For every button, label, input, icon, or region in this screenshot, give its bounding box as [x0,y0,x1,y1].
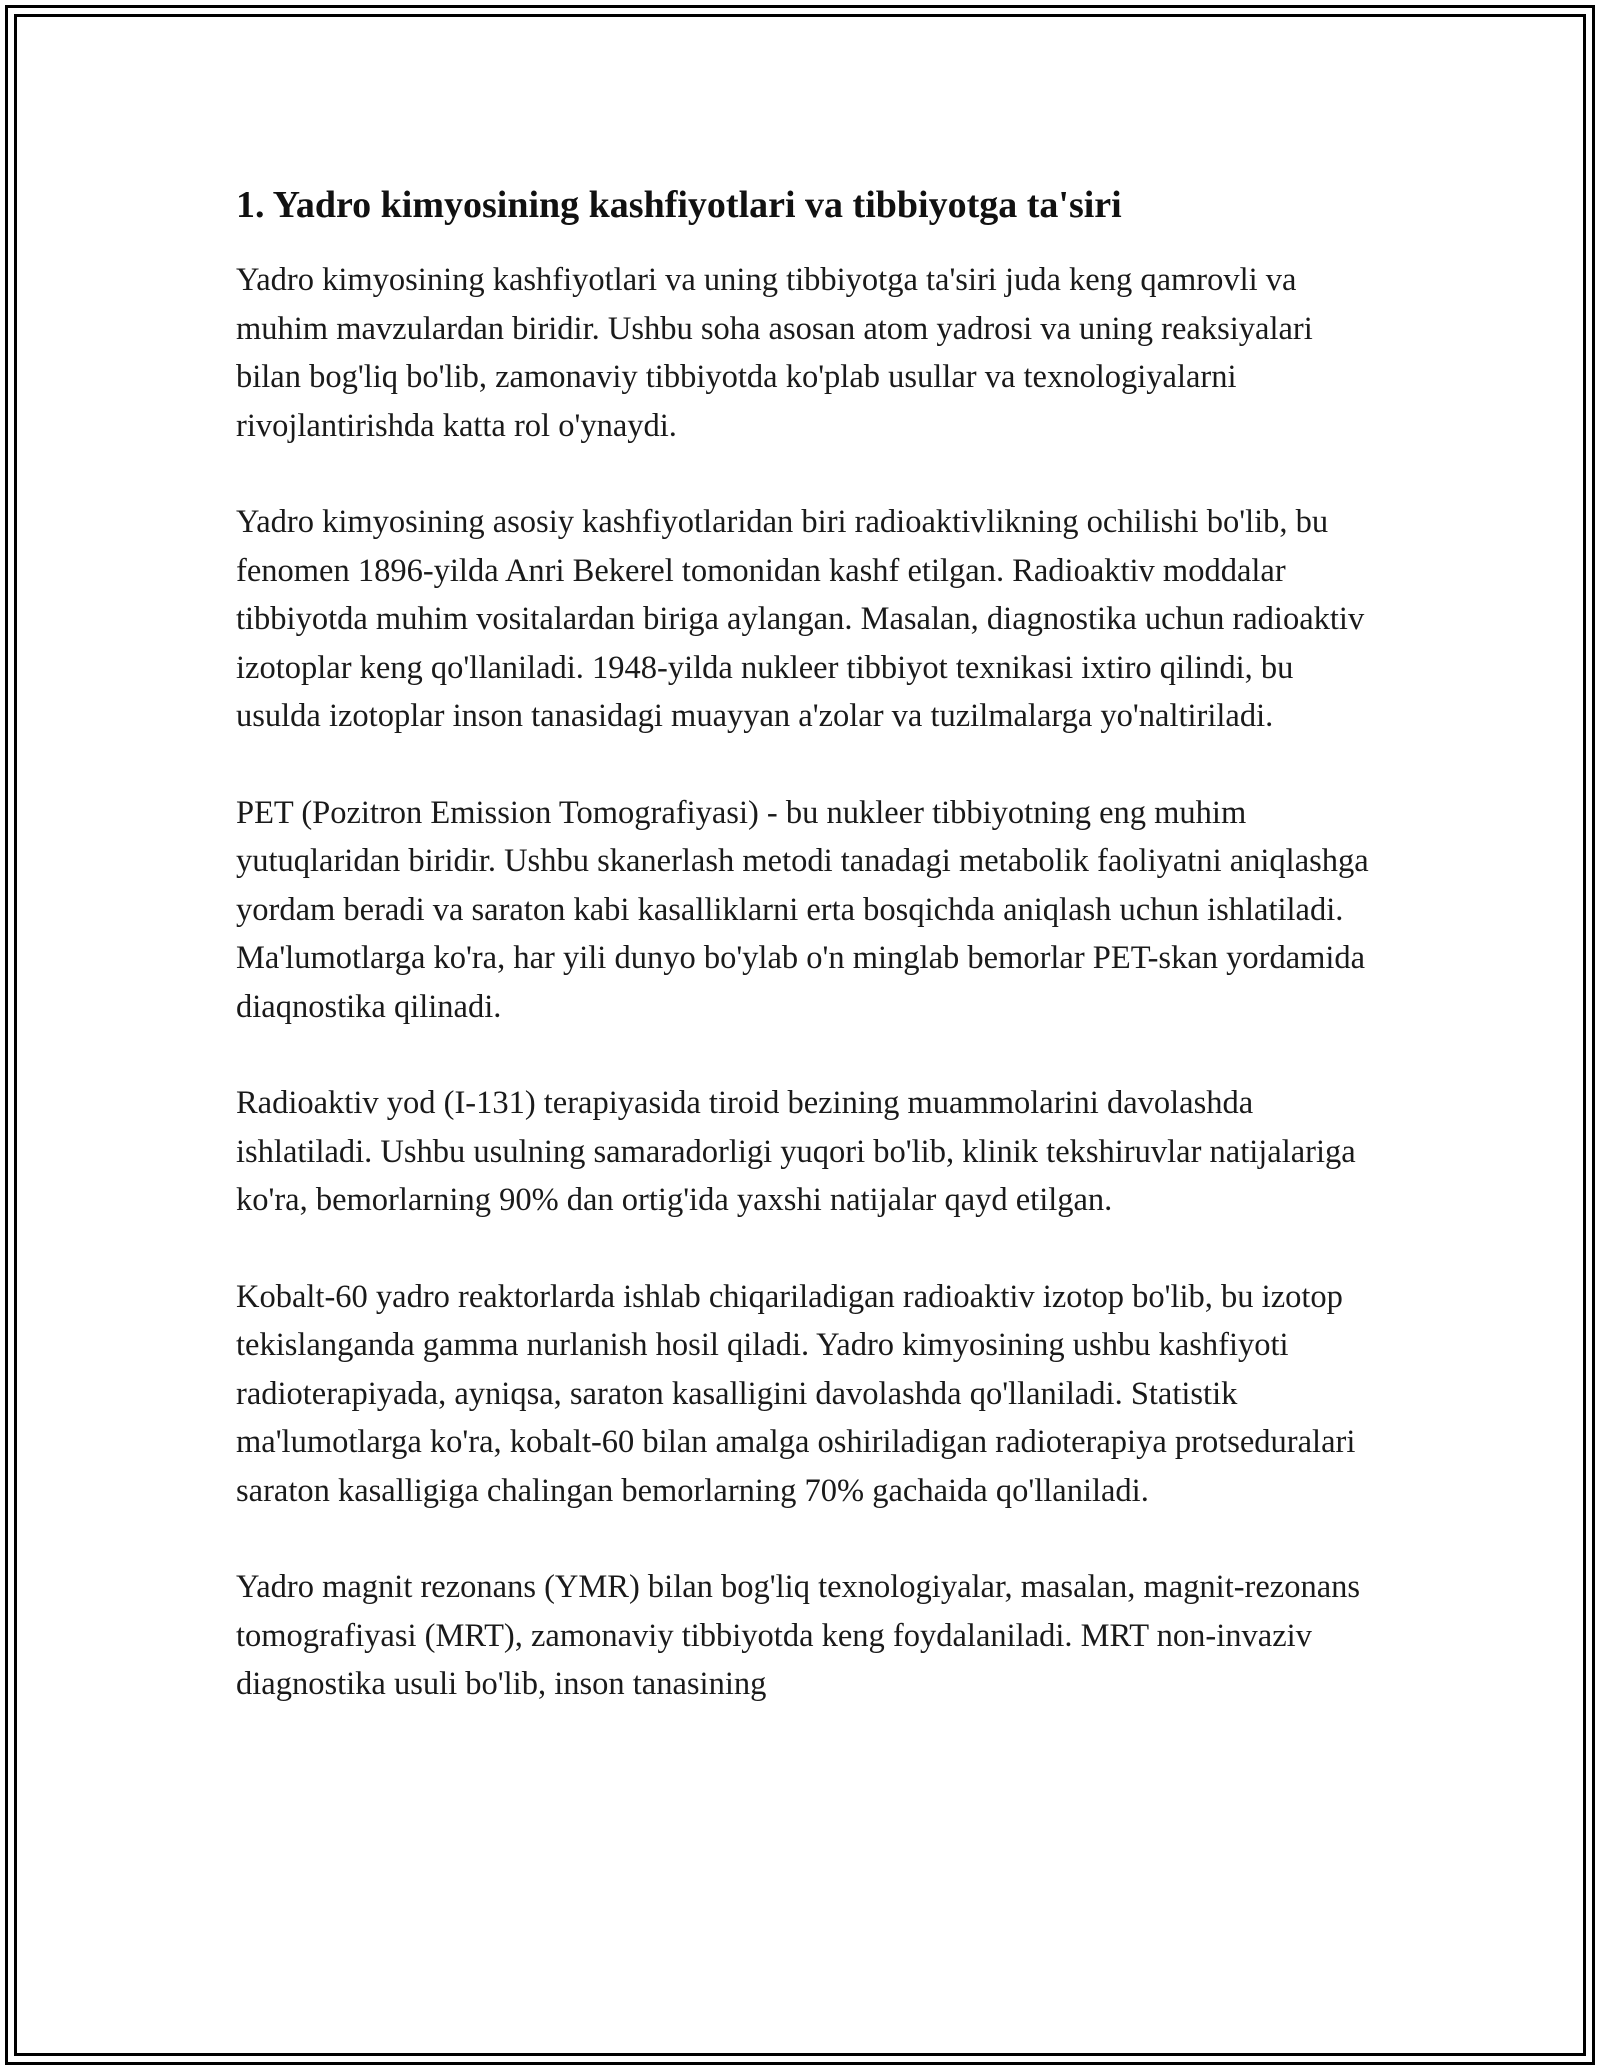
paragraph-pet: PET (Pozitron Emission Tomografiyasi) - bu nukleer tibbiyotning eng muhim yutuqlaridan biridir. Ushbu skanerlash metodi tanadagi metabolik faoliyatni aniqlashga yordam beradi va saraton kabi kasalliklarni erta bosqichda aniqlash uchun ishlatiladi. Ma'lumotlarga ko'ra, har yili dunyo bo'ylab o'n minglab bemorlar PET-skan yordamida diaqnostika qilinadi. [236,794,1369,1025]
document-body [236,182,1376,1709]
paragraph-radioactivity: Yadro kimyosining asosiy kashfiyotlaridan biri radioaktivlikning ochilishi bo'lib, bu fenomen 1896-yilda Anri Bekerel tomonidan kashf etilgan. Radioaktiv moddalar tibbiyotda muhim vositalardan biriga aylangan. Masalan, diagnostika uchun radioaktiv izotoplar keng qo'llaniladi. 1948-yilda nukleer tibbiyot texnikasi ixtiro qilindi, bu usulda izotoplar inson tanasidagi muayyan a'zolar va tuzilmalarga yo'naltiriladi. [236,504,1365,734]
paragraph-nmr: Yadro magnit rezonans (YMR) bilan bog'liq texnologiyalar, masalan, magnit-rezonans tomografiyasi (MRT), zamonaviy tibbiyotda keng foydalaniladi. MRT non-invaziv diagnostika usuli bo'lib, inson tanasining [236,1569,1361,1702]
paragraph-iodine: Radioaktiv yod (I-131) terapiyasida tiroid bezining muammolarini davolashda ishlatiladi. Ushbu usulning samaradorligi yuqori bo'lib, klinik tekshiruvlar natijalariga ko'ra, bemorlarning 90% dan ortig'ida yaxshi natijalar qayd etilgan. [236,1085,1356,1218]
section-heading: 1. Yadro kimyosining kashfiyotlari va tibbiyotga ta'siri [236,184,1122,226]
paragraph-cobalt: Kobalt-60 yadro reaktorlarda ishlab chiqariladigan radioaktiv izotop bo'lib, bu izotop tekislanganda gamma nurlanish hosil qiladi. Yadro kimyosining ushbu kashfiyoti radioterapiyada, ayniqsa, saraton kasalligini davolashda qo'llaniladi. Statistik ma'lumotlarga ko'ra, kobalt-60 bilan amalga oshiriladigan radioterapiya protseduralari saraton kasalligiga chalingan bemorlarning 70% gachaida qo'llaniladi. [236,1278,1356,1509]
paragraph-intro: Yadro kimyosining kashfiyotlari va uning tibbiyotga ta'siri juda keng qamrovli va muhim mavzulardan biridir. Ushbu soha asosan atom yadrosi va uning reaksiyalari bilan bog'liq bo'lib, zamonaviy tibbiyotda ko'plab usullar va texnologiyalarni rivojlantirishda katta rol o'ynaydi. [236,262,1313,444]
